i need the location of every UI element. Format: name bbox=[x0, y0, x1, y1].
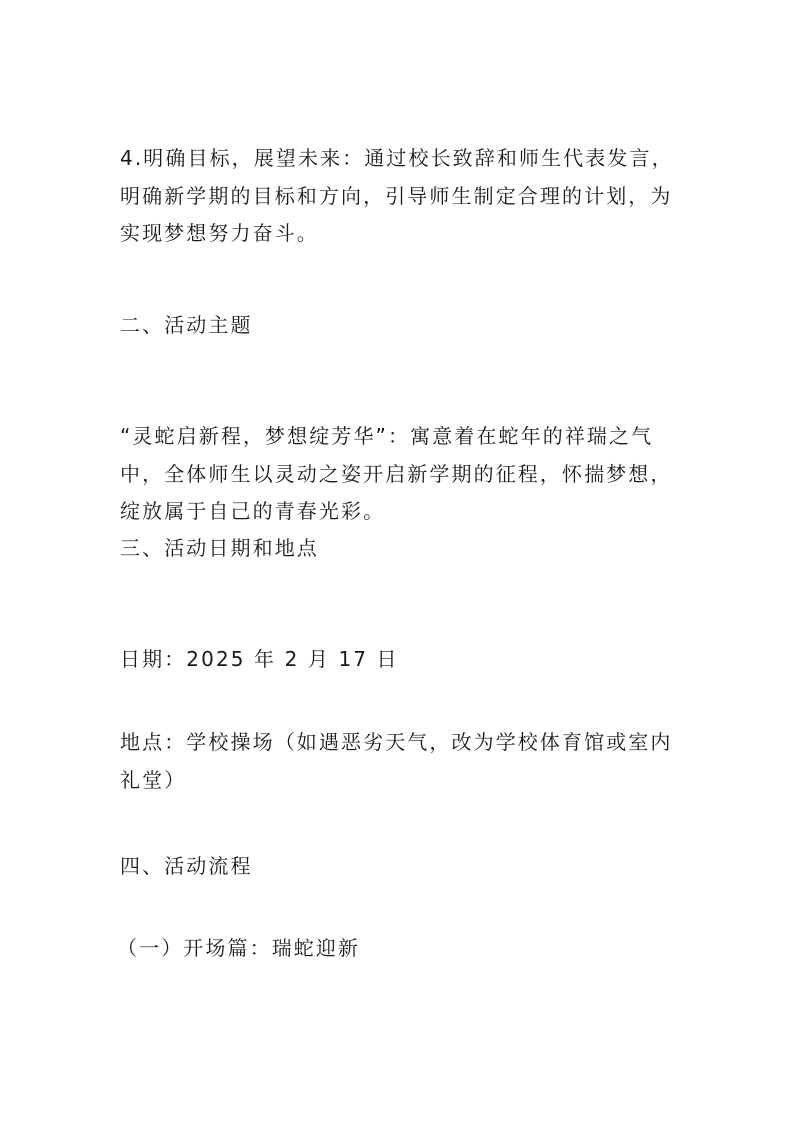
goal-paragraph: 4.明确目标，展望未来：通过校长致辞和师生代表发言，明确新学期的目标和方向，引导师生制定合理的计划，为实现梦想努力奋斗。 bbox=[120, 146, 674, 245]
location-paragraph: 地点：学校操场（如遇恶劣天气，改为学校体育馆或室内礼堂） bbox=[120, 730, 673, 792]
section-heading-theme: 二、活动主题 bbox=[120, 313, 253, 337]
section-heading-date-location: 三、活动日期和地点 bbox=[120, 536, 319, 560]
date-paragraph: 日期：2025 年 2 月 17 日 bbox=[120, 647, 399, 671]
subsection-heading-opening: （一）开场篇：瑞蛇迎新 bbox=[117, 936, 361, 960]
section-heading-process: 四、活动流程 bbox=[120, 854, 253, 878]
theme-paragraph: “灵蛇启新程，梦想绽芳华”：寓意着在蛇年的祥瑞之气中，全体师生以灵动之姿开启新学期的征程，怀揣梦想，绽放属于自己的青春光彩。 bbox=[120, 424, 673, 523]
